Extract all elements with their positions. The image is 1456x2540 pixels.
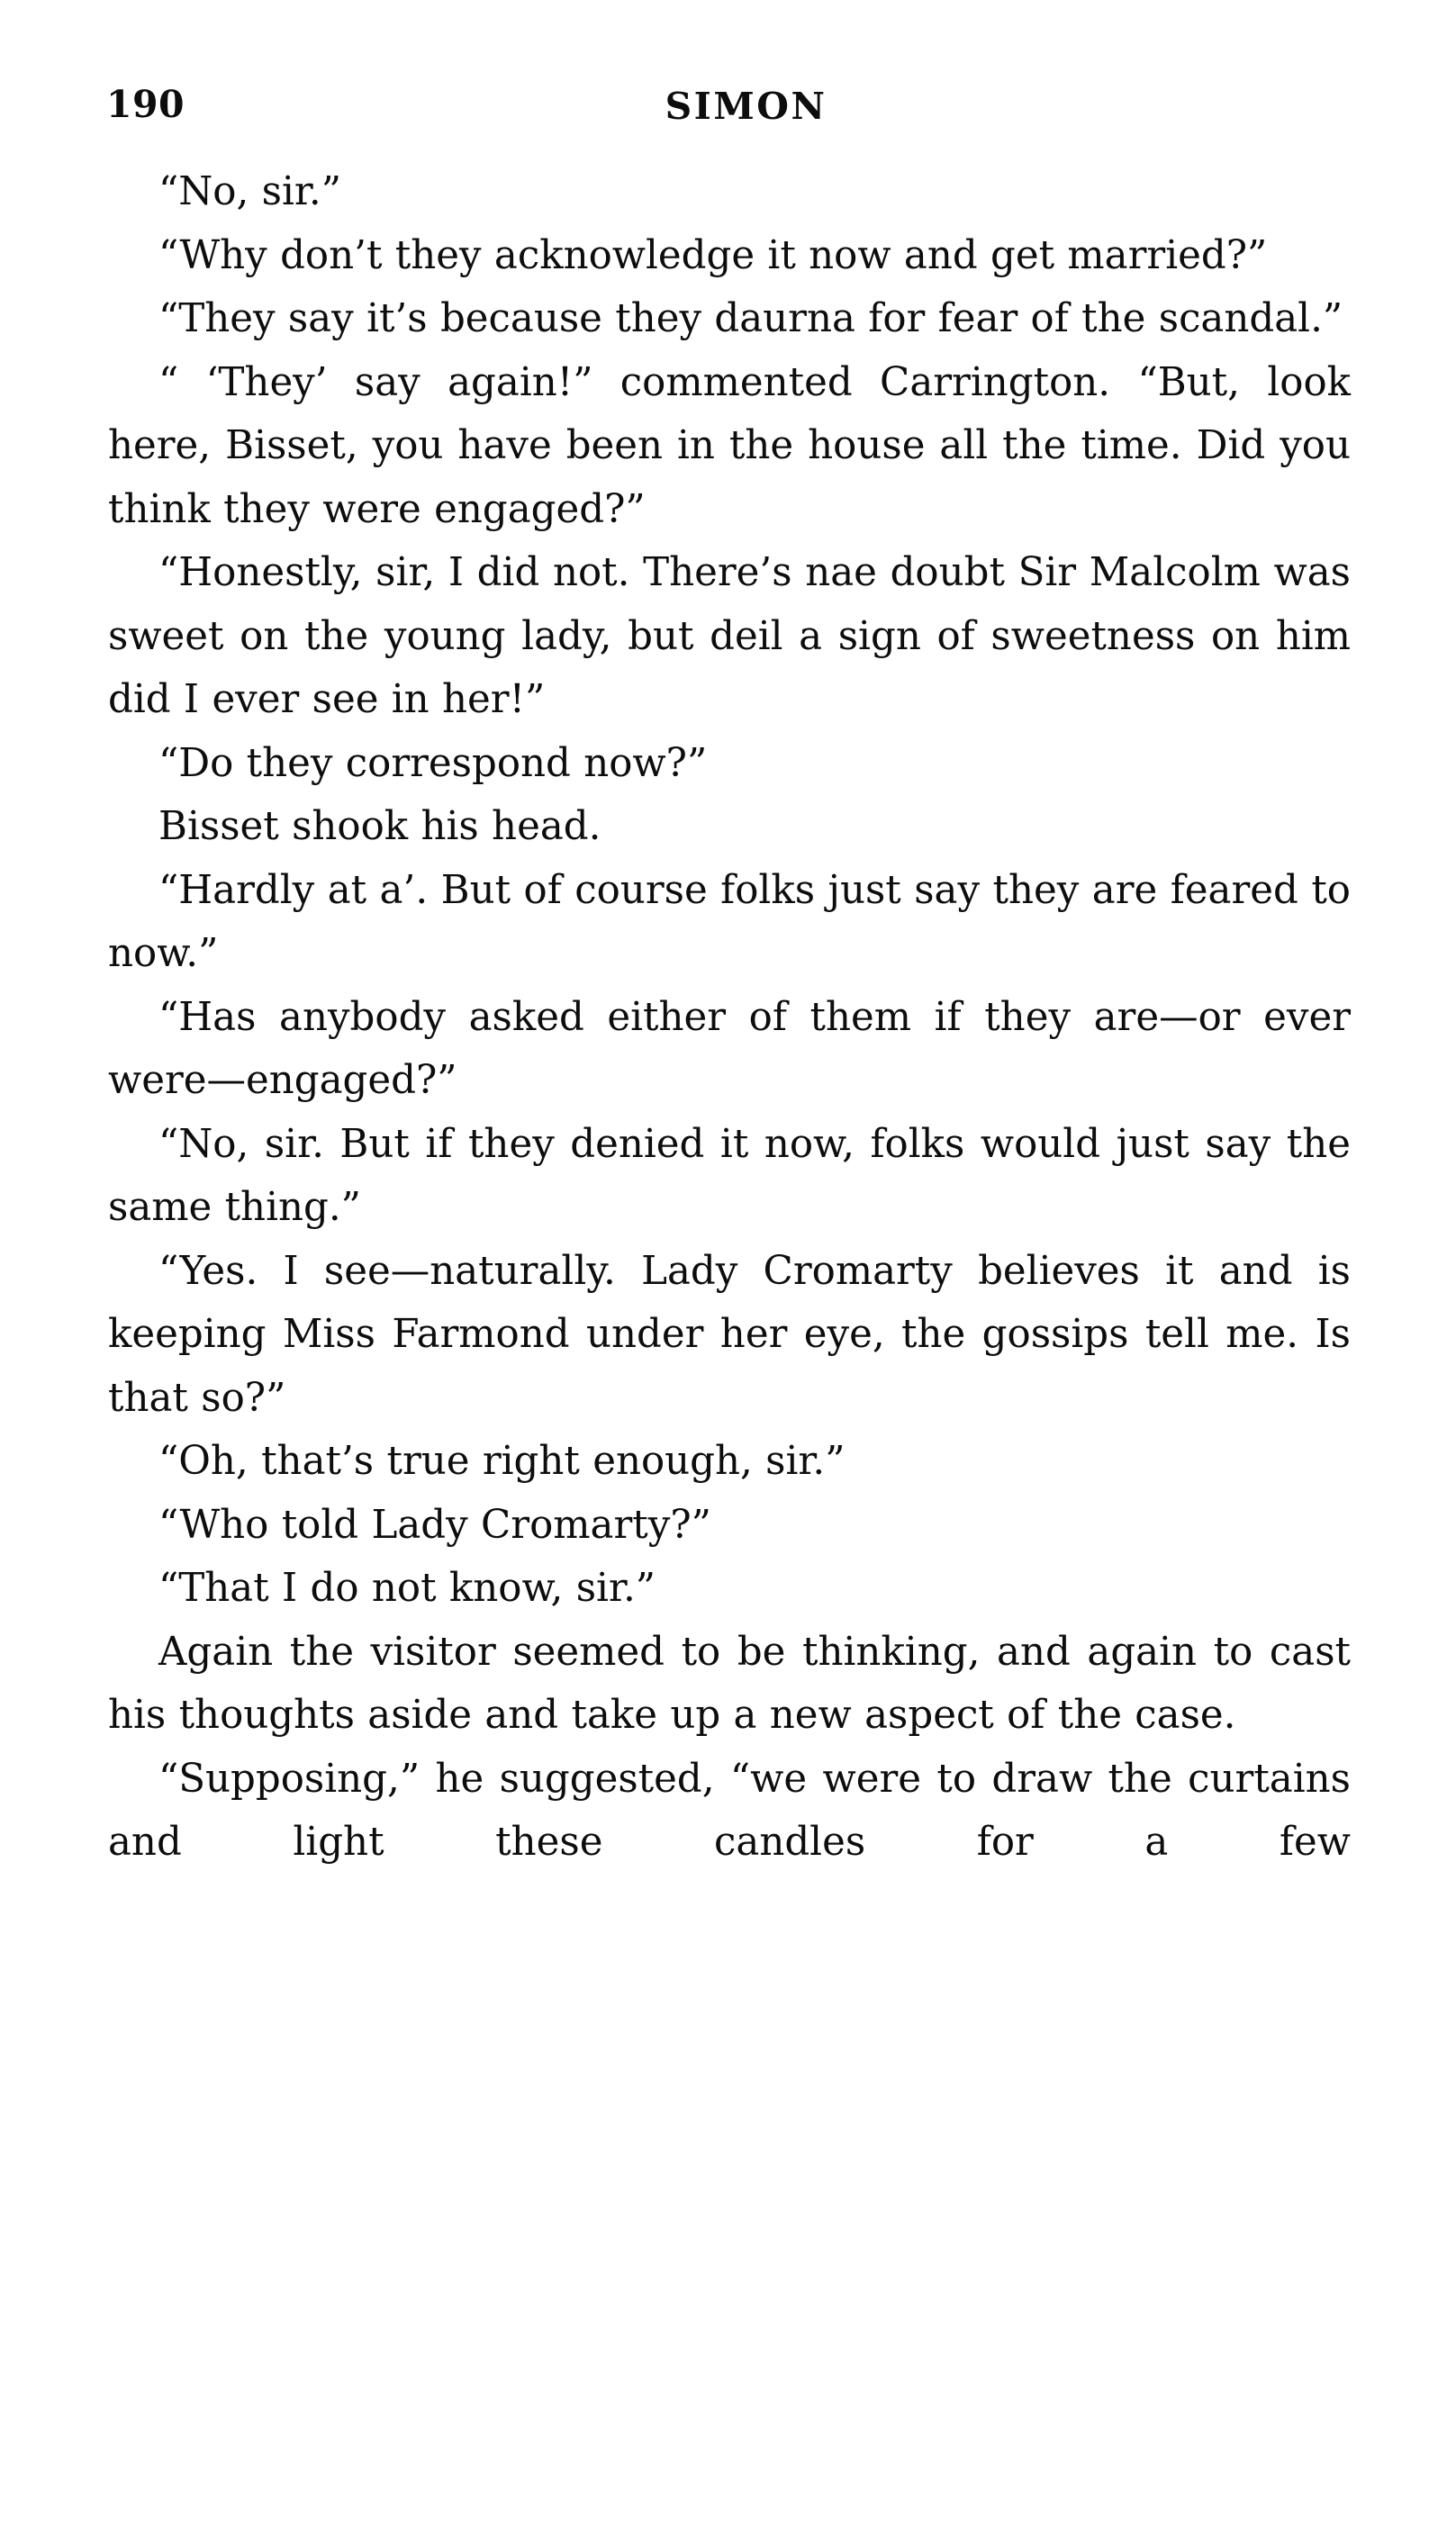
paragraph: “Honestly, sir, I did not. There’s nae doubt Sir Malcolm was sweet on the young lady, but deil a sign of sweetness on him did I ever see in her!” [108, 550, 1351, 722]
page-header [106, 83, 1350, 140]
paragraph: “Oh, that’s true right enough, sir.” [158, 1439, 846, 1484]
paragraph: “Do they correspond now?” [158, 740, 708, 786]
paragraph: Again the visitor seemed to be thinking, and again to cast his thoughts aside and take up a new aspect of the case. [108, 1629, 1351, 1738]
paragraph: “Supposing,” he suggested, “we were to draw the curtains and light these candles for a few [108, 1756, 1351, 1865]
page-number: 190 [106, 83, 185, 126]
paragraph: “No, sir. But if they denied it now, folks would just say the same thing.” [108, 1121, 1351, 1230]
paragraph: “Yes. I see—naturally. Lady Cromarty believes it and is keeping Miss Farmond under her eye, the gossips tell me. Is that so?” [108, 1248, 1351, 1421]
paragraph: “ ‘They’ say again!” commented Carrington. “But, look here, Bisset, you have been in the house all the time. Did you think they were engaged?” [108, 359, 1351, 532]
paragraph: “They say it’s because they daurna for fear of the scandal.” [158, 296, 1343, 341]
paragraph: “That I do not know, sir.” [158, 1566, 656, 1611]
paragraph: “Has anybody asked either of them if they are—or ever were—engaged?” [108, 994, 1351, 1103]
paragraph: “Who told Lady Cromarty?” [158, 1502, 711, 1548]
page-body [108, 160, 1351, 1938]
running-head-title: SIMON [665, 85, 827, 128]
paragraph: “No, sir.” [158, 169, 341, 214]
paragraph: “Why don’t they acknowledge it now and get married?” [158, 232, 1268, 278]
paragraph: Bisset shook his head. [158, 804, 601, 849]
paragraph: “Hardly at a’. But of course folks just say they are feared to now.” [108, 867, 1351, 976]
